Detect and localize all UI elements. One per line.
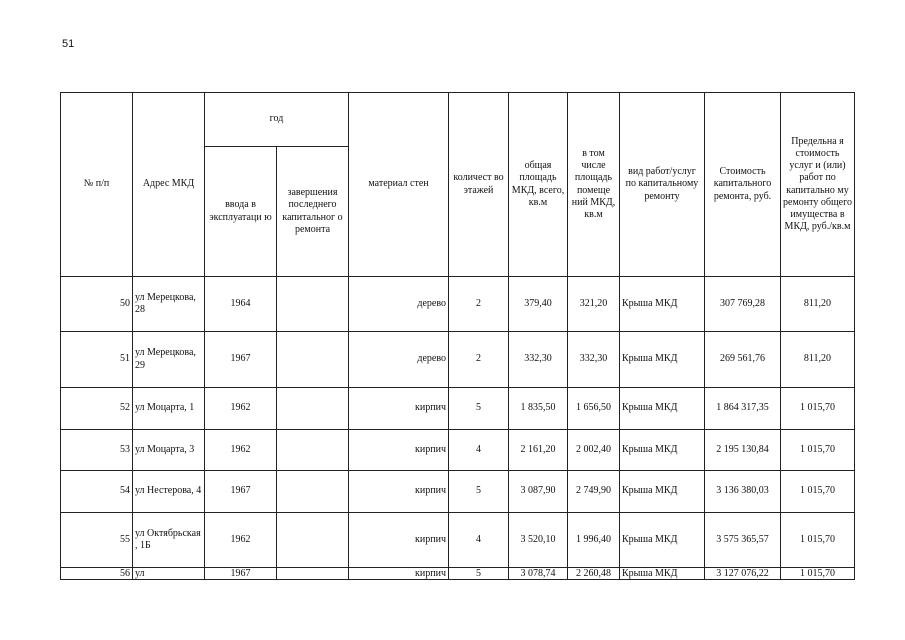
cell-year: 1967 [205, 568, 277, 580]
cell-max-cost: 1 015,70 [781, 430, 855, 471]
cell-cost: 1 864 317,35 [705, 388, 781, 430]
cell-premises-area: 332,30 [568, 332, 620, 388]
capital-repair-table [60, 92, 855, 580]
cell-max-cost: 1 015,70 [781, 513, 855, 568]
cell-last-repair [277, 332, 349, 388]
cell-last-repair [277, 513, 349, 568]
cell-last-repair [277, 568, 349, 580]
cell-floors: 5 [449, 471, 509, 513]
cell-address: ул Нестерова, 4 [133, 471, 205, 513]
cell-address: ул Мерецкова, 29 [133, 332, 205, 388]
cell-max-cost: 1 015,70 [781, 471, 855, 513]
cell-floors: 5 [449, 568, 509, 580]
table-row [61, 471, 855, 513]
cell-max-cost: 811,20 [781, 277, 855, 332]
header-total-area: общая площадь МКД, всего, кв.м [509, 93, 568, 277]
cell-num: 53 [61, 430, 133, 471]
cell-year: 1967 [205, 471, 277, 513]
cell-address: ул Мерецкова, 28 [133, 277, 205, 332]
cell-year: 1964 [205, 277, 277, 332]
cell-floors: 4 [449, 513, 509, 568]
cell-work: Крыша МКД [620, 388, 705, 430]
cell-floors: 5 [449, 388, 509, 430]
header-work-type: вид работ/услуг по капитальному ремонту [620, 93, 705, 277]
cell-premises-area: 1 656,50 [568, 388, 620, 430]
cell-num: 54 [61, 471, 133, 513]
cell-num: 56 [61, 568, 133, 580]
cell-address: ул [133, 568, 205, 580]
cell-premises-area: 1 996,40 [568, 513, 620, 568]
cell-year: 1962 [205, 388, 277, 430]
cell-last-repair [277, 430, 349, 471]
header-year-last-repair: завершения последнего капитальног о ремонта [277, 147, 349, 277]
cell-work: Крыша МКД [620, 568, 705, 580]
cell-total-area: 3 087,90 [509, 471, 568, 513]
cell-max-cost: 1 015,70 [781, 568, 855, 580]
header-floors: количест во этажей [449, 93, 509, 277]
cell-floors: 4 [449, 430, 509, 471]
header-num: № п/п [61, 93, 133, 277]
cell-max-cost: 811,20 [781, 332, 855, 388]
cell-max-cost: 1 015,70 [781, 388, 855, 430]
header-row-top [61, 93, 855, 147]
cell-work: Крыша МКД [620, 332, 705, 388]
cell-material: кирпич [349, 568, 449, 580]
cell-premises-area: 2 002,40 [568, 430, 620, 471]
cell-total-area: 1 835,50 [509, 388, 568, 430]
cell-num: 50 [61, 277, 133, 332]
header-max-cost: Предельна я стоимость услуг и (или) работ по капитально му ремонту общего имущества в МКД, руб./кв.м [781, 93, 855, 277]
table-row [61, 388, 855, 430]
cell-num: 51 [61, 332, 133, 388]
header-wall-material: материал стен [349, 93, 449, 277]
cell-year: 1967 [205, 332, 277, 388]
table-row [61, 332, 855, 388]
cell-last-repair [277, 277, 349, 332]
cell-last-repair [277, 388, 349, 430]
cell-work: Крыша МКД [620, 277, 705, 332]
cell-last-repair [277, 471, 349, 513]
cell-material: кирпич [349, 388, 449, 430]
cell-floors: 2 [449, 277, 509, 332]
cell-material: кирпич [349, 471, 449, 513]
cell-total-area: 332,30 [509, 332, 568, 388]
header-year-group: год [205, 93, 349, 147]
cell-total-area: 2 161,20 [509, 430, 568, 471]
cell-work: Крыша МКД [620, 430, 705, 471]
cell-work: Крыша МКД [620, 471, 705, 513]
cell-material: дерево [349, 277, 449, 332]
cell-cost: 3 575 365,57 [705, 513, 781, 568]
cell-cost: 307 769,28 [705, 277, 781, 332]
cell-year: 1962 [205, 513, 277, 568]
cell-total-area: 3 520,10 [509, 513, 568, 568]
header-address: Адрес МКД [133, 93, 205, 277]
cell-num: 55 [61, 513, 133, 568]
cell-address: ул Моцарта, 3 [133, 430, 205, 471]
cell-cost: 2 195 130,84 [705, 430, 781, 471]
table-row [61, 513, 855, 568]
cell-material: кирпич [349, 430, 449, 471]
cell-total-area: 3 078,74 [509, 568, 568, 580]
cell-material: кирпич [349, 513, 449, 568]
table-row [61, 277, 855, 332]
header-premises-area: в том числе площадь помеще ний МКД, кв.м [568, 93, 620, 277]
cell-address: ул Моцарта, 1 [133, 388, 205, 430]
cell-work: Крыша МКД [620, 513, 705, 568]
header-cost: Стоимость капитального ремонта, руб. [705, 93, 781, 277]
table-row [61, 568, 855, 580]
cell-cost: 269 561,76 [705, 332, 781, 388]
header-year-commission: ввода в эксплуатаци ю [205, 147, 277, 277]
cell-material: дерево [349, 332, 449, 388]
cell-num: 52 [61, 388, 133, 430]
table-row [61, 430, 855, 471]
cell-premises-area: 321,20 [568, 277, 620, 332]
cell-address: ул Октябрьская , 1Б [133, 513, 205, 568]
cell-floors: 2 [449, 332, 509, 388]
cell-total-area: 379,40 [509, 277, 568, 332]
cell-premises-area: 2 260,48 [568, 568, 620, 580]
cell-cost: 3 136 380,03 [705, 471, 781, 513]
page-number: 51 [62, 38, 75, 50]
cell-cost: 3 127 076,22 [705, 568, 781, 580]
cell-premises-area: 2 749,90 [568, 471, 620, 513]
cell-year: 1962 [205, 430, 277, 471]
